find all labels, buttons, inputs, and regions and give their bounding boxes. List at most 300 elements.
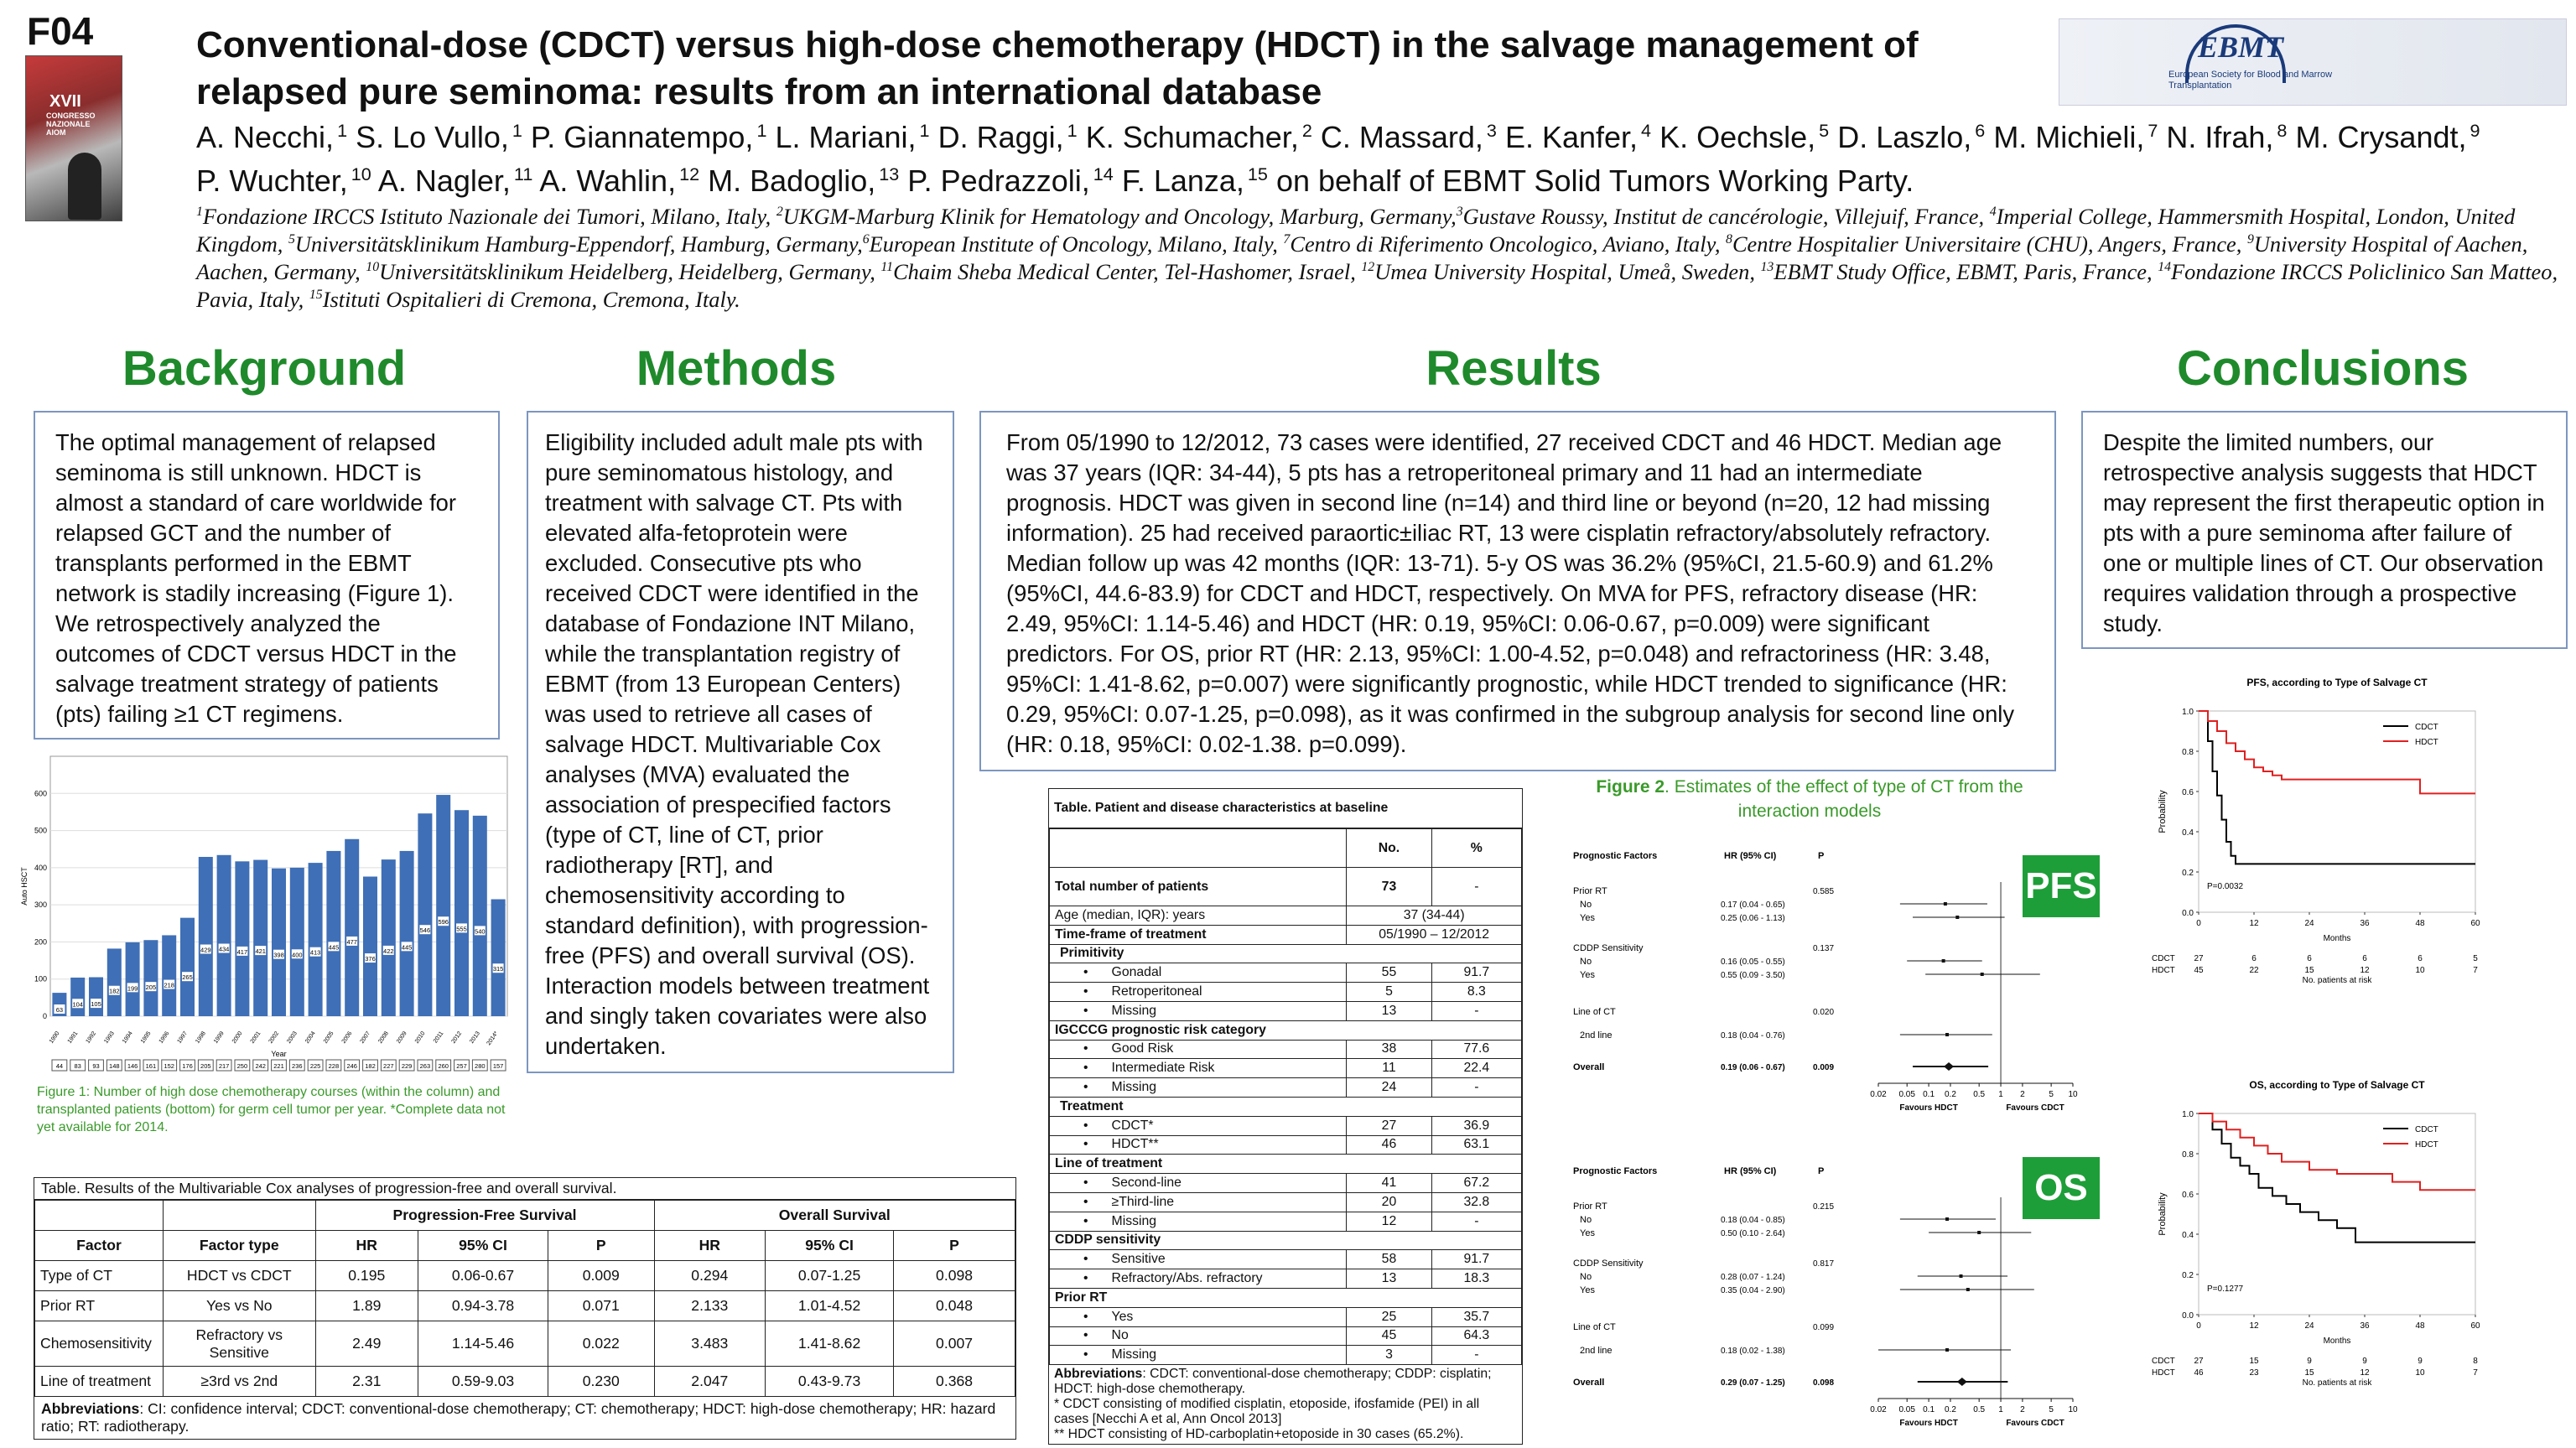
x-tick-label: 2004	[304, 1030, 317, 1045]
row-hr-ci: 0.16 (0.05 - 0.55)	[1721, 958, 1785, 967]
patient-count: 250	[236, 1062, 248, 1070]
bar	[272, 869, 286, 1016]
row-label: CDDP Sensitivity	[1573, 943, 1644, 953]
x-tick-label: 0	[2196, 919, 2201, 928]
bar-value-label: 413	[309, 948, 321, 957]
table-row	[1050, 1192, 1522, 1212]
x-tick-label: 1	[1998, 1090, 2003, 1099]
row-label: Overall	[1573, 1378, 1605, 1388]
row-label: Age (median, IQR): years	[1050, 906, 1347, 926]
x-tick-label: 0.1	[1923, 1405, 1935, 1414]
bar	[400, 851, 414, 1016]
methods-heading: Methods	[636, 341, 837, 396]
row-no: 13	[1347, 1269, 1431, 1289]
y-tick-label: 0	[42, 1012, 47, 1020]
row-label: Overall	[1573, 1062, 1605, 1072]
row-hr-ci: 0.55 (0.09 - 3.50)	[1721, 971, 1785, 980]
author-affil-number: 10	[351, 163, 371, 184]
at-risk-count: 7	[2473, 966, 2478, 975]
hr-point	[1945, 1217, 1949, 1221]
row-label-text: Refractory/Abs. refractory	[1111, 1271, 1263, 1286]
author-affil-number: 2	[1301, 120, 1312, 141]
row-label-text: Missing	[1111, 1213, 1157, 1228]
p-value: P=0.1277	[2207, 1285, 2244, 1294]
bar-value-label: 445	[401, 943, 413, 952]
x-axis-label: Year	[271, 1050, 287, 1058]
mva-group-pfs: Progression-Free Survival	[315, 1201, 654, 1231]
mva-header: 95% CI	[418, 1231, 548, 1261]
bullet: •	[1083, 965, 1088, 980]
author-name: M. Michieli,	[1993, 120, 2145, 154]
affil-text: Umea University Hospital, Umeå, Sweden,	[1374, 259, 1761, 284]
mva-cell: Type of CT	[35, 1261, 164, 1291]
mva-cell: 0.022	[548, 1321, 654, 1367]
results-box	[979, 411, 2056, 771]
y-tick-label: 0.8	[2182, 748, 2194, 757]
row-label: No	[1580, 1215, 1592, 1225]
bullet: •	[1083, 1328, 1088, 1343]
row-p: 0.009	[1813, 1063, 1835, 1072]
author-name: E. Kanfer,	[1504, 120, 1639, 154]
y-axis-label: Probability	[2158, 790, 2168, 833]
table-row	[1050, 963, 1522, 983]
x-tick-label: 1999	[213, 1030, 226, 1045]
row-label	[1050, 1135, 1347, 1155]
bar	[126, 942, 140, 1016]
table-row	[1050, 1116, 1522, 1135]
at-risk-count: 10	[2415, 1368, 2425, 1378]
author-affil-number: 9	[2470, 120, 2480, 141]
affil-number: 6	[862, 232, 870, 247]
table-row	[1050, 1212, 1522, 1231]
author-affil-number: 5	[1819, 120, 1830, 141]
row-label	[1050, 1001, 1347, 1020]
x-tick-label: 2012	[450, 1030, 464, 1045]
table-row	[1050, 1269, 1522, 1289]
y-axis-label: Probability	[2158, 1192, 2168, 1236]
chart-title: PFS, according to Type of Salvage CT	[2246, 677, 2428, 688]
methods-text: Eligibility included adult male pts with pure seminomatous histology, and treatment with salvage CT. Pts with elevated alfa-fetoprotein were excluded. Consecutive pts who received CDCT were identified in the database of Fondazione INT Milano, while the transplantation registry of EBMT (from 13 European Centers) was used to retrieve all cases of salvage HDCT. Multivariable Cox analyses (MVA) evaluated the association of prespecified factors (type of CT, line of CT, prior radiotherapy [RT], and chemosensitivity according to standard definition), with progression-free (PFS) and overall survival (OS). Interaction models between treatment and singly taken covariates were also undertaken.	[545, 429, 930, 1059]
x-tick-label: 2008	[377, 1030, 390, 1045]
km-curve-pfs	[2147, 671, 2524, 1056]
patient-table-title: Table. Patient and disease characteristics at baseline	[1049, 789, 1522, 828]
bar	[418, 813, 432, 1016]
mva-cell: 2.49	[315, 1321, 418, 1367]
author-affil-number: 15	[1247, 163, 1268, 184]
x-tick-label: 60	[2470, 919, 2480, 928]
row-no: 3	[1347, 1346, 1431, 1365]
row-label: Total number of patients	[1050, 868, 1347, 906]
legend-label: CDCT	[2415, 1125, 2438, 1134]
row-no: 25	[1347, 1307, 1431, 1326]
bullet: •	[1083, 1176, 1088, 1191]
affil-number: 14	[2158, 260, 2172, 275]
row-label	[1050, 1116, 1347, 1135]
table-row	[1050, 1059, 1522, 1078]
table-row	[1050, 1135, 1522, 1155]
table-row	[1050, 1174, 1522, 1193]
row-label	[1050, 1326, 1347, 1346]
at-risk-count: 27	[2194, 954, 2204, 963]
row-label: Prior RT	[1573, 886, 1607, 896]
x-tick-label: 0.2	[1945, 1090, 1956, 1099]
table-row	[1050, 906, 1522, 926]
patient-count: 93	[92, 1062, 100, 1070]
row-label-text: CDCT*	[1111, 1118, 1154, 1133]
row-label: Prior RT	[1573, 1201, 1607, 1212]
x-tick-label: 5	[2049, 1090, 2054, 1099]
table-row	[1050, 868, 1522, 906]
row-no: 5	[1347, 983, 1431, 1002]
bar-value-label: 596	[438, 918, 449, 926]
favours-right-label: Favours CDCT	[2006, 1419, 2064, 1428]
row-label: No	[1580, 900, 1592, 910]
section-label: CDDP sensitivity	[1050, 1231, 1522, 1250]
patient-count: 236	[292, 1062, 303, 1070]
bar	[235, 861, 249, 1016]
x-tick-label: 2014*	[486, 1030, 500, 1047]
bar	[345, 839, 359, 1016]
mva-cell: 1.01-4.52	[766, 1291, 894, 1321]
row-label	[1050, 1250, 1347, 1269]
mva-header: 95% CI	[766, 1231, 894, 1261]
favours-left-label: Favours HDCT	[1899, 1419, 1958, 1428]
col-header-p: P	[1818, 1166, 1825, 1176]
table-row	[1050, 1040, 1522, 1059]
row-pct: -	[1431, 1346, 1521, 1365]
legend-label: HDCT	[2415, 738, 2438, 747]
row-no: 13	[1347, 1001, 1431, 1020]
bar	[382, 859, 396, 1016]
y-tick-label: 0.4	[2182, 1231, 2194, 1240]
table-row	[1050, 944, 1522, 963]
author-affil-number: 12	[679, 163, 700, 184]
row-label	[1050, 1212, 1347, 1231]
mva-header: P	[894, 1231, 1015, 1261]
affil-number: 15	[309, 288, 323, 303]
author-affil-number: 7	[2148, 120, 2158, 141]
y-tick-label: 1.0	[2182, 708, 2194, 717]
patient-count: 44	[55, 1062, 64, 1070]
at-risk-group: HDCT	[2152, 1368, 2175, 1378]
affil-text: Imperial College, Hammersmith Hospital, London, United Kingdom,	[196, 204, 2516, 257]
bar	[436, 795, 450, 1016]
x-tick-label: 36	[2360, 1321, 2370, 1331]
legend-label: CDCT	[2415, 723, 2438, 732]
row-label-text: Gonadal	[1111, 965, 1162, 980]
mva-cell: 3.483	[654, 1321, 766, 1367]
patient-count: 260	[438, 1062, 449, 1070]
bar-value-label: 205	[145, 983, 157, 992]
col-header-p: P	[1818, 851, 1825, 861]
mva-header: Factor	[35, 1231, 164, 1261]
at-risk-count: 6	[2251, 954, 2257, 963]
row-label: 2nd line	[1580, 1030, 1613, 1041]
bar	[491, 900, 506, 1017]
author-affil-number: 1	[919, 120, 930, 141]
at-risk-count: 12	[2360, 966, 2370, 975]
row-pct: 64.3	[1431, 1326, 1521, 1346]
bar	[473, 816, 487, 1016]
row-label	[1050, 1174, 1347, 1193]
x-tick-label: 1	[1998, 1405, 2003, 1414]
mva-cell: 0.294	[654, 1261, 766, 1291]
bar-value-label: 421	[255, 947, 266, 956]
mva-cell: 0.06-0.67	[418, 1261, 548, 1291]
table-row	[1050, 1346, 1522, 1365]
at-risk-group: CDCT	[2152, 954, 2175, 963]
author-affil-number: 3	[1486, 120, 1497, 141]
affil-text: European Institute of Oncology, Milano, Italy,	[869, 231, 1284, 257]
figure1-caption: Figure 1: Number of high dose chemotherapy courses (within the column) and transplanted patients (bottom) for germ cell tumor per year. *Complete data not yet available for 2014.	[37, 1085, 506, 1134]
x-axis-label: Months	[2323, 934, 2351, 943]
y-tick-label: 0.6	[2182, 1191, 2194, 1200]
author-name: L. Mariani,	[775, 120, 917, 154]
table-row	[1050, 1001, 1522, 1020]
bar	[253, 860, 267, 1016]
x-tick-label: 12	[2249, 919, 2259, 928]
hr-point	[1977, 1231, 1981, 1234]
conclusions-box	[2081, 411, 2568, 649]
poster-title: Conventional-dose (CDCT) versus high-dose chemotherapy (HDCT) in the salvage management of relapsed pure seminoma: results from an international database	[196, 24, 1919, 112]
mva-header: HR	[654, 1231, 766, 1261]
row-no: 41	[1347, 1174, 1431, 1193]
row-label: Line of CT	[1573, 1007, 1616, 1017]
section-label: Line of treatment	[1050, 1155, 1522, 1174]
affil-number: 9	[2246, 232, 2254, 247]
row-label	[1050, 1192, 1347, 1212]
patient-count: 246	[346, 1062, 357, 1070]
row-pct: -	[1431, 1001, 1521, 1020]
row-hr-ci: 0.18 (0.02 - 1.38)	[1721, 1347, 1785, 1356]
table-row	[1050, 983, 1522, 1002]
bullet: •	[1083, 1137, 1088, 1152]
row-pct: 67.2	[1431, 1174, 1521, 1193]
bullet: •	[1083, 1003, 1088, 1018]
row-pct: 91.7	[1431, 1250, 1521, 1269]
conclusions-text: Despite the limited numbers, our retrospective analysis suggests that HDCT may represent the first therapeutic option in pts with a pure seminoma after failure of one or multiple lines of CT. Our observation requires validation through a prospective study.	[2103, 429, 2545, 636]
row-label: CDDP Sensitivity	[1573, 1259, 1644, 1269]
at-risk-count: 10	[2415, 966, 2425, 975]
mva-header: HR	[315, 1231, 418, 1261]
mva-cell: 0.098	[894, 1261, 1015, 1291]
author-name: K. Schumacher,	[1085, 120, 1299, 154]
patient-count: 176	[182, 1062, 193, 1070]
row-value: 05/1990 – 12/2012	[1347, 925, 1522, 944]
at-risk-count: 8	[2473, 1357, 2478, 1366]
row-no: 20	[1347, 1192, 1431, 1212]
at-risk-count: 6	[2362, 954, 2367, 963]
author-name: M. Crysandt,	[2295, 120, 2467, 154]
affil-number: 10	[366, 260, 380, 275]
x-tick-label: 2001	[249, 1030, 262, 1045]
x-tick-label: 36	[2360, 919, 2370, 928]
x-tick-label: 1995	[139, 1030, 153, 1045]
at-risk-count: 12	[2360, 1368, 2370, 1378]
row-label	[1050, 1059, 1347, 1078]
x-tick-label: 1993	[103, 1030, 116, 1045]
row-no: 24	[1347, 1078, 1431, 1098]
row-p: 0.137	[1813, 944, 1835, 953]
row-p: 0.098	[1813, 1378, 1835, 1388]
y-tick-label: 0.0	[2182, 909, 2194, 918]
at-risk-count: 23	[2249, 1368, 2259, 1378]
author-name: D. Laszlo,	[1837, 120, 1972, 154]
row-label: Yes	[1580, 970, 1595, 980]
row-hr-ci: 0.17 (0.04 - 0.65)	[1721, 900, 1785, 910]
row-hr-ci: 0.25 (0.06 - 1.13)	[1721, 914, 1785, 923]
bullet: •	[1083, 1252, 1088, 1267]
author-name: A. Wahlin,	[539, 163, 677, 198]
row-no: 58	[1347, 1250, 1431, 1269]
bar-value-label: 417	[236, 947, 248, 956]
patient-count: 152	[164, 1062, 174, 1070]
favours-right-label: Favours CDCT	[2006, 1103, 2064, 1110]
row-label-text: No	[1111, 1328, 1129, 1343]
mva-cell: 1.89	[315, 1291, 418, 1321]
patient-count: 205	[200, 1062, 211, 1070]
y-tick-label: 0.2	[2182, 869, 2194, 878]
affil-number: 5	[288, 232, 295, 247]
row-no: 46	[1347, 1135, 1431, 1155]
row-label-text: Good Risk	[1111, 1041, 1174, 1056]
author-name: D. Raggi,	[937, 120, 1064, 154]
mva-cell: Yes vs No	[164, 1291, 316, 1321]
bar-value-label: 546	[419, 926, 431, 935]
mva-cell: 1.14-5.46	[418, 1321, 548, 1367]
table-row	[1050, 1020, 1522, 1040]
patient-count: 227	[383, 1062, 394, 1070]
author-name: K. Oechsle,	[1659, 120, 1816, 154]
mva-cell: 0.195	[315, 1261, 418, 1291]
author-affil-number: 1	[512, 120, 522, 141]
x-tick-label: 0	[2196, 1321, 2201, 1331]
at-risk-count: 22	[2249, 966, 2259, 975]
at-risk-group: HDCT	[2152, 966, 2175, 975]
affiliations	[196, 203, 2569, 314]
hr-point	[1944, 902, 1947, 906]
bullet: •	[1083, 1213, 1088, 1228]
y-tick-label: 0.4	[2182, 828, 2194, 838]
patient-count: 225	[309, 1062, 321, 1070]
section-label: Prior RT	[1050, 1288, 1522, 1307]
bar-value-label: 63	[55, 1006, 64, 1014]
col-header-factor: Prognostic Factors	[1573, 851, 1658, 861]
x-tick-label: 2	[2020, 1090, 2025, 1099]
patient-table-notes: Abbreviations: CDCT: conventional-dose chemotherapy; CDDP: cisplatin; HDCT: high-dose chemotherapy. * CDCT consisting of modified cisplatin, etoposide, ifosfamide (PEI) in all cases [Necchi A et al, Ann Oncol 2013] ** HDCT consisting of HD-carboplatin+etoposide in 30 cases (65.2%).	[1054, 1367, 1492, 1442]
mva-cell: 0.048	[894, 1291, 1015, 1321]
row-pct: 63.1	[1431, 1135, 1521, 1155]
author-name: P. Giannatempo,	[530, 120, 754, 154]
author-affil-number: 8	[2277, 120, 2288, 141]
bar-value-label: 199	[127, 984, 138, 993]
row-label-text: HDCT**	[1111, 1137, 1159, 1152]
row-no: 12	[1347, 1212, 1431, 1231]
mva-cell: 0.94-3.78	[418, 1291, 548, 1321]
bar-value-label: 445	[328, 943, 340, 952]
mva-table-box	[34, 1177, 1016, 1440]
row-label: No	[1580, 957, 1592, 967]
patient-count: 242	[255, 1062, 266, 1070]
author-name: N. Ifrah,	[2166, 120, 2274, 154]
row-label-text: Missing	[1111, 1003, 1157, 1018]
row-p: 0.215	[1813, 1202, 1835, 1212]
affil-text: UKGM-Marburg Klinik for Hematology and Oncology, Marburg, Germany,	[782, 204, 1457, 229]
results-text: From 05/1990 to 12/2012, 73 cases were identified, 27 received CDCT and 46 HDCT. Median age was 37 years (IQR: 34-44), 5 pts has a retroperitoneal primary and 11 had an intermediate prognosis. HDCT was given in second line (n=14) and third line or beyond (n=20, 12 had missing information). 25 had received paraortic±iliac RT, 13 were cisplatin refractory/absolutely refractory. Median follow up was 42 months (IQR: 13-71). 5-y OS was 36.2% (95%CI, 21.5-60.9) and 61.2% (95%CI, 44.6-83.9) for CDCT and HDCT, respectively. On MVA for PFS, refractory disease (HR: 2.49, 95%CI: 1.14-5.46) and HDCT (HR: 0.19, 95%CI: 0.06-0.67, p=0.009) were significant predictors. For OS, prior RT (HR: 2.13, 95%CI: 1.00-4.52, p=0.048) and refractoriness (HR: 3.48, 95%CI: 1.41-8.62, p=0.007) were significantly prognostic, while HDCT trended to significance (HR: 0.29, 95%CI: 0.07-1.25, p=0.098), as it was confirmed in the subgroup analysis for second line only (HR: 0.18, 95%CI: 0.02-1.38. p=0.099).	[1006, 429, 2015, 757]
bar-value-label: 376	[365, 955, 376, 963]
y-axis-label: Auto HSCT	[20, 867, 29, 906]
mva-cell: Line of treatment	[35, 1367, 164, 1397]
table-row	[1050, 1231, 1522, 1250]
bar	[89, 978, 103, 1017]
bullet: •	[1083, 1347, 1088, 1362]
pfs-badge: PFS	[2023, 855, 2100, 917]
results-heading: Results	[1426, 341, 1602, 396]
forest-plot-pfs	[1560, 833, 2080, 1110]
row-label	[1050, 963, 1347, 983]
table-row	[1050, 1078, 1522, 1098]
x-tick-label: 0.5	[1973, 1405, 1986, 1414]
os-badge: OS	[2023, 1157, 2100, 1219]
x-tick-label: 2009	[396, 1030, 408, 1045]
row-pct: 8.3	[1431, 983, 1521, 1002]
x-tick-label: 48	[2415, 1321, 2425, 1331]
bullet: •	[1083, 1080, 1088, 1095]
mva-cell: 2.133	[654, 1291, 766, 1321]
at-risk-count: 7	[2473, 1368, 2478, 1378]
bar	[454, 810, 469, 1016]
at-risk-count: 15	[2304, 966, 2314, 975]
y-tick-label: 0.0	[2182, 1311, 2194, 1321]
table-row	[1050, 1288, 1522, 1307]
x-tick-label: 2010	[413, 1030, 427, 1045]
row-label: Yes	[1580, 913, 1595, 923]
row-hr-ci: 0.28 (0.07 - 1.24)	[1721, 1273, 1785, 1282]
affil-text: Fondazione IRCCS Istituto Nazionale dei Tumori, Milano, Italy,	[202, 204, 776, 229]
bar-value-label: 315	[492, 965, 504, 973]
affil-number: 1	[196, 205, 203, 220]
y-tick-label: 500	[34, 826, 47, 835]
row-label-text: Missing	[1111, 1080, 1157, 1095]
hr-point	[1945, 1348, 1949, 1352]
bar-value-label: 422	[383, 947, 394, 955]
author-name: A. Necchi,	[196, 120, 335, 154]
row-hr-ci: 0.35 (0.04 - 2.90)	[1721, 1286, 1785, 1295]
patient-count: 182	[365, 1062, 376, 1070]
row-pct: 35.7	[1431, 1307, 1521, 1326]
at-risk-count: 5	[2473, 954, 2478, 963]
author-affil-number: 11	[513, 163, 533, 184]
section-label: IGCCCG prognostic risk category	[1050, 1020, 1522, 1040]
table-row	[35, 1291, 1015, 1321]
bullet: •	[1083, 1309, 1088, 1324]
table-row	[35, 1261, 1015, 1291]
y-tick-label: 600	[34, 789, 47, 798]
at-risk-count: 15	[2304, 1368, 2314, 1378]
at-risk-group: CDCT	[2152, 1357, 2175, 1366]
y-tick-label: 0.6	[2182, 788, 2194, 797]
table-row	[1050, 1326, 1522, 1346]
row-p: 0.099	[1813, 1323, 1835, 1332]
table-row	[35, 1321, 1015, 1367]
mva-cell: 2.31	[315, 1367, 418, 1397]
row-pct: 77.6	[1431, 1040, 1521, 1059]
patient-count: 229	[401, 1062, 413, 1070]
y-tick-label: 1.0	[2182, 1110, 2194, 1119]
x-tick-label: 1992	[85, 1030, 98, 1045]
affil-number: 4	[1989, 205, 1997, 220]
x-tick-label: 2006	[340, 1030, 354, 1045]
